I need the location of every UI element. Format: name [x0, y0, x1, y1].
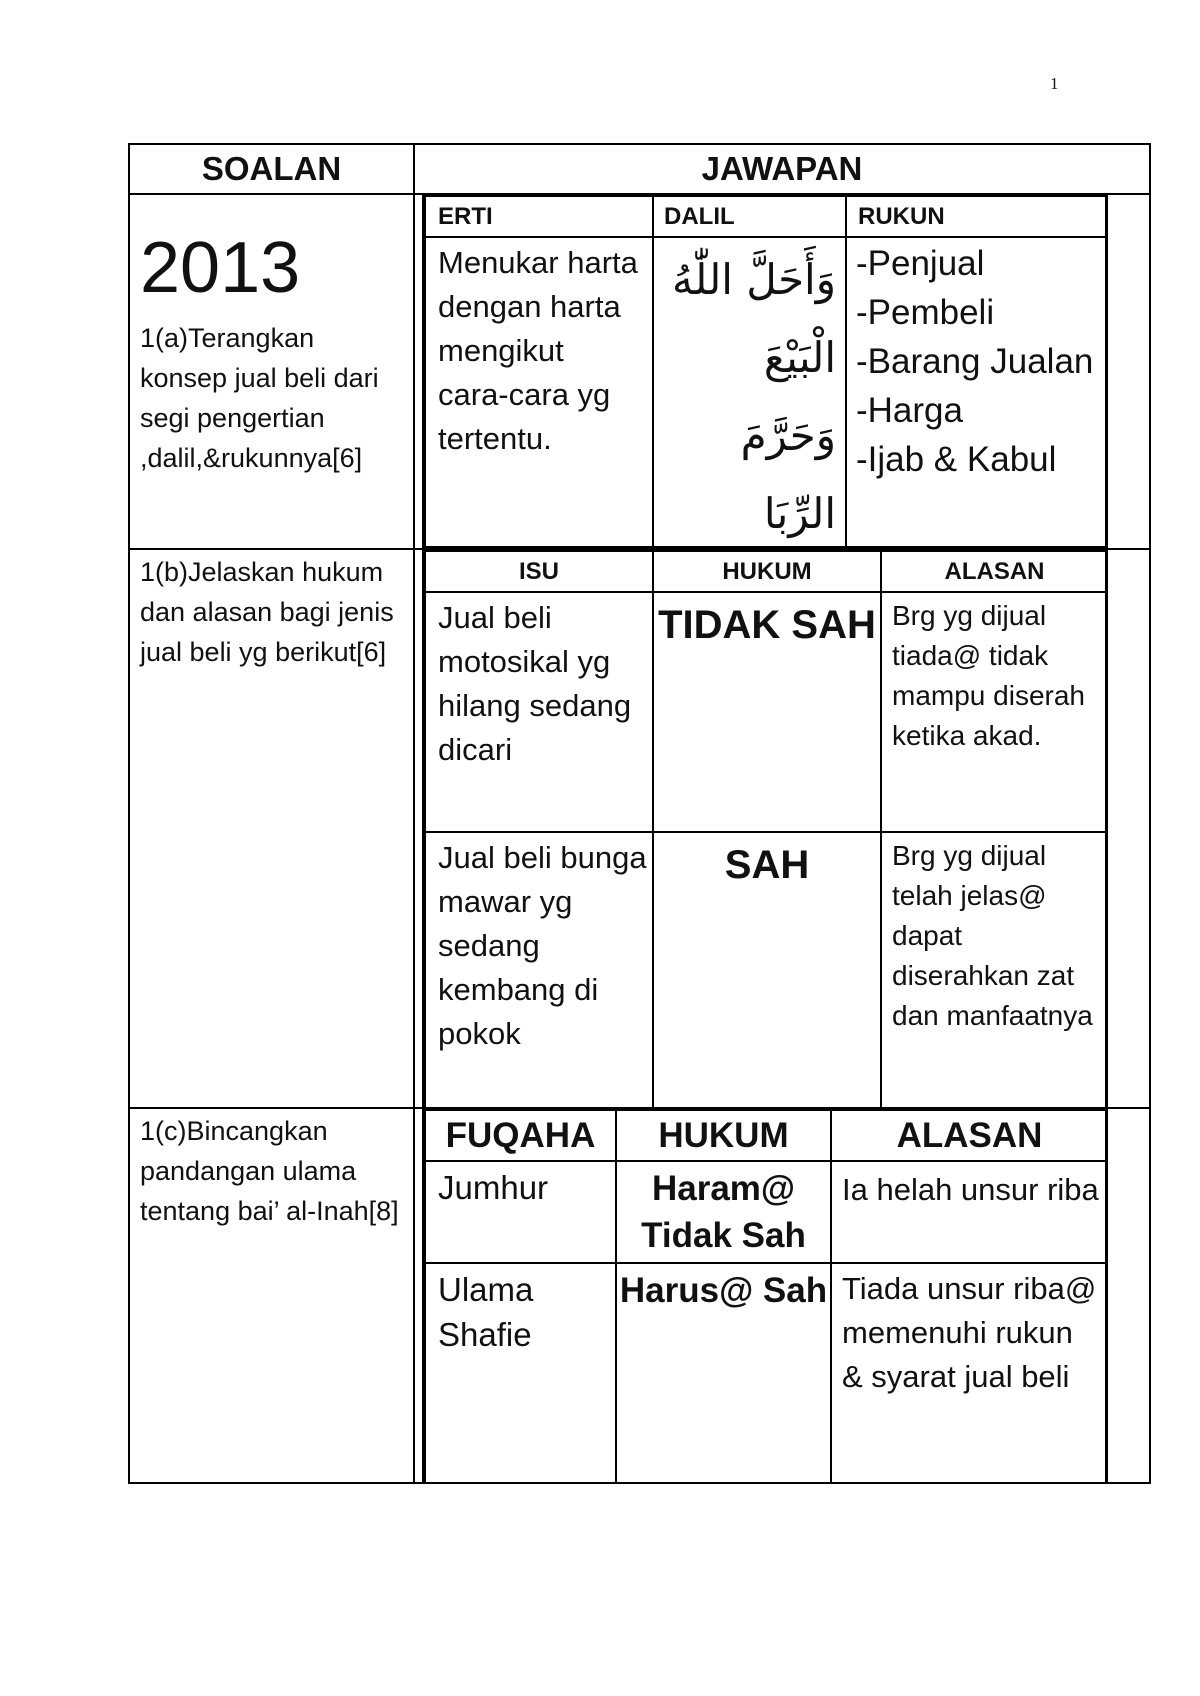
- fuqaha-2: Ulama Shafie: [438, 1271, 534, 1353]
- isu-2: Jual beli bunga mawar yg sedang kembang di pokok: [438, 840, 647, 1051]
- header-jawapan: JAWAPAN: [701, 150, 863, 187]
- q1b-answer-table: [424, 550, 1107, 1109]
- question-1a: 1(a)Terangkan konsep jual beli dari segi pengertian ,dalil,&rukunnya[6]: [140, 323, 379, 473]
- rukun-item: -Penjual: [856, 244, 985, 283]
- col-alasan: ALASAN: [944, 558, 1045, 585]
- col-hukum: HUKUM: [658, 1116, 789, 1155]
- dalil-line-2: الْبَيْعَ: [763, 333, 836, 382]
- col-erti: ERTI: [438, 203, 493, 230]
- hukum-2: SAH: [724, 843, 810, 887]
- dalil-line-1: وَأَحَلَّ اللّٰهُ: [672, 255, 836, 304]
- rukun-list: [856, 239, 1096, 484]
- hukum-c-1: Haram@ Tidak Sah: [641, 1169, 806, 1255]
- column-divider: [413, 143, 415, 1484]
- rukun-item: -Ijab & Kabul: [856, 440, 1057, 479]
- col-alasan: ALASAN: [896, 1116, 1043, 1155]
- dalil-line-3: وَحَرَّمَ الرِّبَا: [740, 411, 836, 538]
- question-1b: 1(b)Jelaskan hukum dan alasan bagi jenis jual beli yg berikut[6]: [140, 557, 394, 667]
- year-label: 2013: [140, 228, 301, 308]
- question-1c: 1(c)Bincangkan pandangan ulama tentang bai’ al-Inah[8]: [140, 1116, 399, 1226]
- rukun-item: -Harga: [856, 391, 963, 430]
- alasan-1: Brg yg dijual tiada@ tidak mampu diserah ketika akad.: [892, 600, 1085, 751]
- q1c-answer-table: [424, 1109, 1107, 1484]
- dalil-text: [658, 241, 836, 553]
- isu-1: Jual beli motosikal yg hilang sedang dicari: [438, 600, 632, 767]
- rukun-item: -Barang Jualan: [856, 342, 1094, 381]
- header-soalan: SOALAN: [201, 150, 342, 187]
- fuqaha-1: Jumhur: [438, 1169, 549, 1206]
- col-dalil: DALIL: [664, 203, 735, 230]
- alasan-c-2: Tiada unsur riba@ memenuhi rukun & syarat jual beli: [842, 1271, 1097, 1394]
- erti-text: Menukar harta dengan harta mengikut cara-cara yg tertentu.: [438, 245, 638, 456]
- hukum-1: TIDAK SAH: [658, 603, 876, 647]
- col-fuqaha: FUQAHA: [445, 1116, 596, 1155]
- rukun-item: -Pembeli: [856, 293, 995, 332]
- alasan-2: Brg yg dijual telah jelas@ dapat diserahkan zat dan manfaatnya: [892, 840, 1093, 1031]
- hukum-c-2: Harus@ Sah: [619, 1271, 828, 1310]
- col-isu: ISU: [518, 558, 559, 585]
- question-1a-cell: [140, 222, 408, 478]
- alasan-c-1: Ia helah unsur riba: [842, 1172, 1099, 1207]
- col-hukum: HUKUM: [722, 558, 812, 585]
- page-number: 1: [1050, 74, 1059, 93]
- q1a-answer-table: [424, 195, 1107, 548]
- col-rukun: RUKUN: [858, 203, 945, 230]
